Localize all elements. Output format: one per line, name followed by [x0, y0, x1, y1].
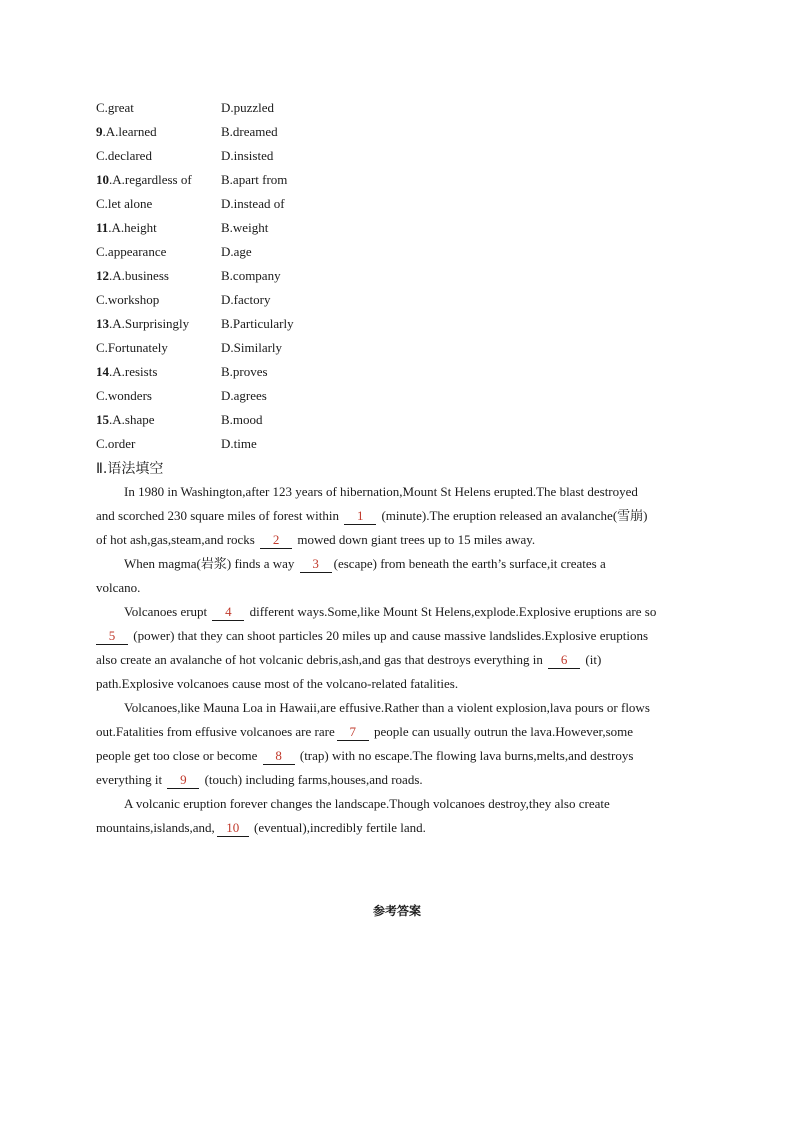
passage-text: Volcanoes,like Mauna Loa in Hawaii,are effusive.Rather than a violent explosion,lava pours or flows: [124, 700, 650, 715]
passage-line: [96, 648, 700, 672]
passage-text: (touch) including farms,houses,and roads.: [201, 772, 423, 787]
option-right[interactable]: B.Particularly: [221, 316, 294, 331]
passage-line: [96, 696, 700, 720]
option-text: C.great: [96, 100, 134, 115]
question-number: 14: [96, 364, 109, 379]
option-right[interactable]: D.puzzled: [221, 100, 275, 115]
answer-blank-2[interactable]: 2: [260, 532, 292, 549]
passage-text: (power) that they can shoot particles 20 miles up and cause massive landslides.Explosive eruptions: [130, 628, 649, 643]
passage-line: [96, 768, 700, 792]
option-left[interactable]: [96, 242, 166, 262]
answer-blank-5[interactable]: 5: [96, 628, 128, 645]
passage-line: [96, 816, 700, 840]
option-text: C.workshop: [96, 292, 160, 307]
passage-text: When magma(岩浆) finds a way: [124, 556, 298, 571]
option-right[interactable]: B.apart from: [221, 172, 288, 187]
passage-text: (eventual),incredibly fertile land.: [250, 820, 426, 835]
option-left[interactable]: [96, 386, 152, 406]
option-right[interactable]: B.mood: [221, 412, 263, 427]
option-left[interactable]: [96, 362, 157, 382]
passage-text: (it): [582, 652, 602, 667]
option-left[interactable]: [96, 170, 192, 190]
passage-line: [96, 480, 700, 504]
option-left[interactable]: [96, 194, 152, 214]
passage-line: [96, 504, 700, 528]
option-text: C.appearance: [96, 244, 167, 259]
option-right[interactable]: D.insisted: [221, 148, 274, 163]
passage-text: also create an avalanche of hot volcanic debris,ash,and gas that destroys everything in: [96, 652, 547, 667]
answer-blank-7[interactable]: 7: [337, 724, 369, 741]
option-text: C.order: [96, 436, 136, 451]
question-number: 13: [96, 316, 109, 331]
option-right[interactable]: D.instead of: [221, 196, 285, 211]
option-right[interactable]: B.dreamed: [221, 124, 278, 139]
passage-text: and scorched 230 square miles of forest within: [96, 508, 343, 523]
option-left[interactable]: [96, 314, 189, 334]
option-right[interactable]: D.time: [221, 436, 257, 451]
option-text: .A.height: [108, 220, 157, 235]
option-text: .A.Surprisingly: [109, 316, 190, 331]
passage-paragraph-1: [96, 480, 700, 552]
passage-line: [96, 720, 700, 744]
passage-paragraph-3: [96, 600, 700, 696]
passage-paragraph-5: [96, 792, 700, 840]
option-left[interactable]: [96, 98, 134, 118]
option-text: C.let alone: [96, 196, 153, 211]
passage-text: people can usually outrun the lava.However,some: [370, 724, 634, 739]
passage-line: [96, 528, 700, 552]
passage-text: different ways.Some,like Mount St Helens,explode.Explosive eruptions are so: [246, 604, 657, 619]
passage-text: everything it: [96, 772, 166, 787]
answer-key-title: 参考答案: [372, 904, 421, 918]
option-text: .A.resists: [109, 364, 158, 379]
passage-text: mountains,islands,and,: [96, 820, 215, 835]
passage-text: mowed down giant trees up to 15 miles away.: [294, 532, 536, 547]
passage-text: out.Fatalities from effusive volcanoes are rare: [96, 724, 335, 739]
question-number: 10: [96, 172, 109, 187]
answer-blank-3[interactable]: 3: [300, 556, 332, 573]
answer-blank-1[interactable]: 1: [344, 508, 376, 525]
option-left[interactable]: [96, 146, 152, 166]
answer-blank-10[interactable]: 10: [217, 820, 249, 837]
option-left[interactable]: [96, 338, 168, 358]
answer-blank-9[interactable]: 9: [167, 772, 199, 789]
question-number: 11: [96, 220, 109, 235]
section-title: Ⅱ.语法填空: [96, 461, 164, 477]
option-text: .A.business: [109, 268, 169, 283]
question-number: 12: [96, 268, 109, 283]
option-text: C.wonders: [96, 388, 152, 403]
option-right[interactable]: B.proves: [221, 364, 268, 379]
option-right[interactable]: D.agrees: [221, 388, 267, 403]
option-text: .A.regardless of: [109, 172, 192, 187]
passage-text: (escape) from beneath the earth’s surface,it creates a: [333, 556, 606, 571]
passage-text: A volcanic eruption forever changes the landscape.Though volcanoes destroy,they also create: [124, 796, 610, 811]
passage-line: [96, 624, 700, 648]
option-text: .A.shape: [109, 412, 155, 427]
question-number: 9: [96, 124, 103, 139]
option-right[interactable]: B.weight: [221, 220, 269, 235]
option-left[interactable]: [96, 410, 155, 430]
option-text: C.Fortunately: [96, 340, 168, 355]
option-right[interactable]: D.factory: [221, 292, 271, 307]
option-left[interactable]: [96, 434, 135, 454]
passage-line: [96, 792, 700, 816]
passage-text: (trap) with no escape.The flowing lava burns,melts,and destroys: [296, 748, 634, 763]
passage-text: people get too close or become: [96, 748, 261, 763]
passage-line: [96, 552, 700, 576]
passage-paragraph-2: [96, 552, 700, 600]
passage-line: [96, 600, 700, 624]
passage-text: (minute).The eruption released an avalanche(雪崩): [378, 508, 648, 523]
option-text: .A.learned: [102, 124, 157, 139]
option-right[interactable]: D.age: [221, 244, 252, 259]
passage-text: path.Explosive volcanoes cause most of the volcano-related fatalities.: [96, 676, 459, 691]
passage-text: of hot ash,gas,steam,and rocks: [96, 532, 259, 547]
answer-blank-6[interactable]: 6: [548, 652, 580, 669]
option-right[interactable]: B.company: [221, 268, 281, 283]
question-number: 15: [96, 412, 109, 427]
passage-text: Volcanoes erupt: [124, 604, 211, 619]
option-left[interactable]: [96, 266, 169, 286]
option-left[interactable]: [96, 290, 159, 310]
option-left[interactable]: [96, 122, 157, 142]
passage-line: [96, 744, 700, 768]
passage-line: [96, 672, 700, 696]
passage-line: [96, 576, 700, 600]
passage-paragraph-4: [96, 696, 700, 792]
option-left[interactable]: [96, 218, 157, 238]
passage-text: volcano.: [96, 580, 141, 595]
passage-text: In 1980 in Washington,after 123 years of hibernation,Mount St Helens erupted.The blast destroyed: [124, 484, 638, 499]
answer-blank-8[interactable]: 8: [263, 748, 295, 765]
answer-blank-4[interactable]: 4: [212, 604, 244, 621]
option-right[interactable]: D.Similarly: [221, 340, 283, 355]
option-text: C.declared: [96, 148, 152, 163]
